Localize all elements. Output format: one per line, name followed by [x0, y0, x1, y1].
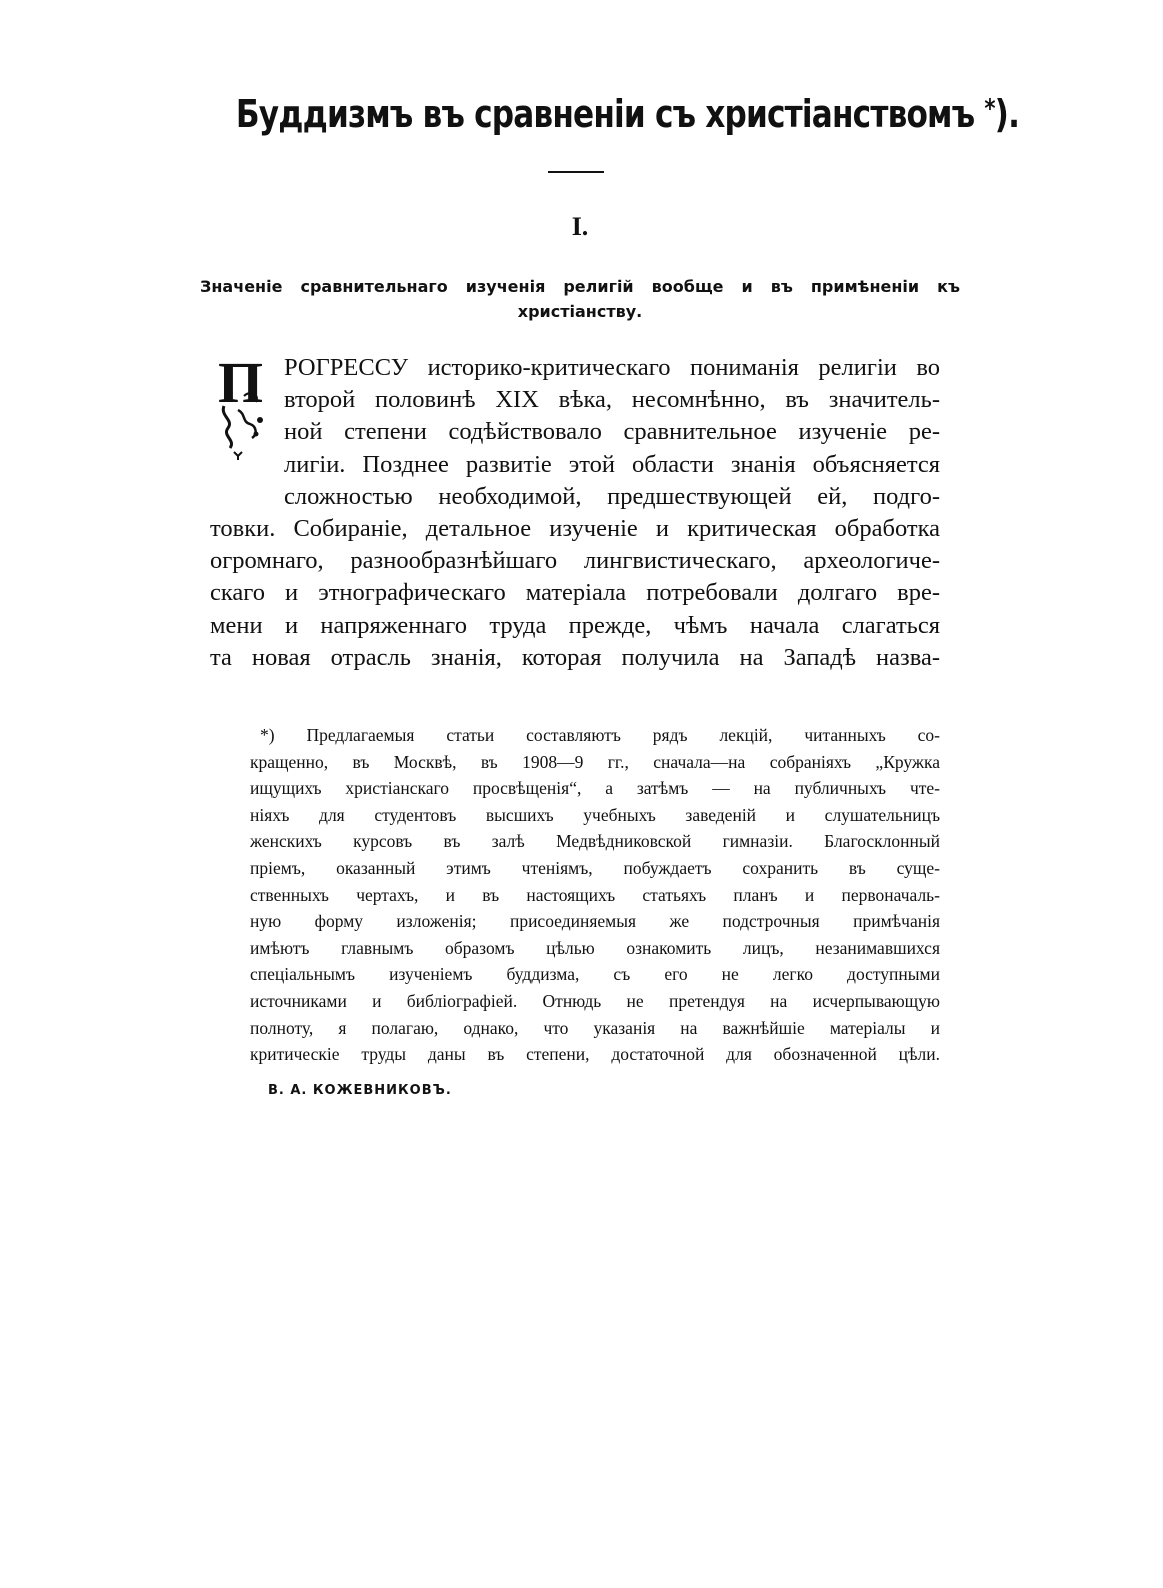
- subtitle-line: Значеніе сравнительнаго изученія религій вообще и въ примѣненіи къ: [200, 277, 960, 296]
- footnote-line: ственныхъ чертахъ, и въ настоящихъ статьяхъ планъ и первоначаль-: [250, 884, 940, 905]
- section-number: I.: [571, 212, 589, 241]
- body-line: огромнаго, разнообразнѣйшаго лингвистическаго, археологиче-: [210, 547, 940, 575]
- footnote-line: спеціальнымъ изученіемъ буддизма, съ его не легко доступными: [250, 964, 940, 985]
- footnote-line: ніяхъ для студентовъ высшихъ учебныхъ заведеній и слушательницъ: [250, 804, 940, 825]
- body-line: РОГРЕССУ историко-критическаго пониманія религіи во: [284, 354, 940, 381]
- body-line: лигіи. Позднее развитіе этой области знанія объясняется: [284, 450, 940, 478]
- body-paragraph: [210, 352, 940, 674]
- title-footnote-mark: *: [984, 94, 995, 124]
- body-line: сложностью необходимой, предшествующей ей, подго-: [284, 482, 940, 510]
- footnote-signature: В. А. КОЖЕВНИКОВЪ.: [268, 1083, 452, 1098]
- footnote-line: *) Предлагаемыя статьи составляютъ рядъ лекцій, читанныхъ со-: [260, 725, 940, 745]
- footnote: [250, 722, 940, 1068]
- subtitle-line: христіанству.: [517, 302, 643, 321]
- footnote-line: имѣютъ главнымъ образомъ цѣлью ознакомить лицъ, незанимавшихся: [250, 937, 940, 958]
- footnote-line: ную форму изложенія; присоединяемыя же подстрочныя примѣчанія: [250, 911, 940, 932]
- body-line: скаго и этнографическаго матеріала потребовали долгаго вре-: [210, 579, 940, 607]
- body-line: товки. Собираніе, детальное изученіе и критическая обработка: [210, 515, 940, 543]
- dropcap-letter: П: [218, 350, 264, 415]
- body-line: второй половинѣ XIX вѣка, несомнѣнно, въ значитель-: [284, 386, 940, 414]
- footnote-line: полноту, я полагаю, однако, что указанія на важнѣйшіе матеріалы и: [250, 1017, 940, 1038]
- footnote-line: кращенно, въ Москвѣ, въ 1908—9 гг., сначала—на собраніяхъ „Кружка: [250, 751, 940, 772]
- footnote-line: пріемъ, оказанный этимъ чтеніямъ, побуждаетъ сохранить въ суще-: [250, 857, 940, 878]
- title-closing: ).: [994, 92, 1020, 136]
- footnote-line: источниками и библіографіей. Отнюдь не претендуя на исчерпывающую: [250, 990, 940, 1011]
- title-text: Буддизмъ въ сравненіи съ христіанствомъ: [235, 92, 985, 136]
- body-line: ной степени содѣйствовало сравнительное изученіе ре-: [284, 418, 940, 446]
- section-subtitle: [200, 274, 960, 324]
- footnote-line: женскихъ курсовъ въ залѣ Медвѣдниковской гимназіи. Благосклонный: [250, 831, 940, 852]
- title-divider: [548, 171, 604, 173]
- body-line: мени и напряженнаго труда прежде, чѣмъ начала слагаться: [210, 611, 940, 639]
- page-title: [235, 92, 1020, 136]
- footnote-line: ищущихъ христіанскаго просвѣщенія“, а затѣмъ — на публичныхъ чте-: [250, 778, 940, 799]
- body-line: та новая отрасль знанія, которая получила на Западѣ назва-: [210, 643, 940, 671]
- footnote-line: критическіе труды даны въ степени, достаточной для обозначенной цѣли.: [250, 1044, 940, 1065]
